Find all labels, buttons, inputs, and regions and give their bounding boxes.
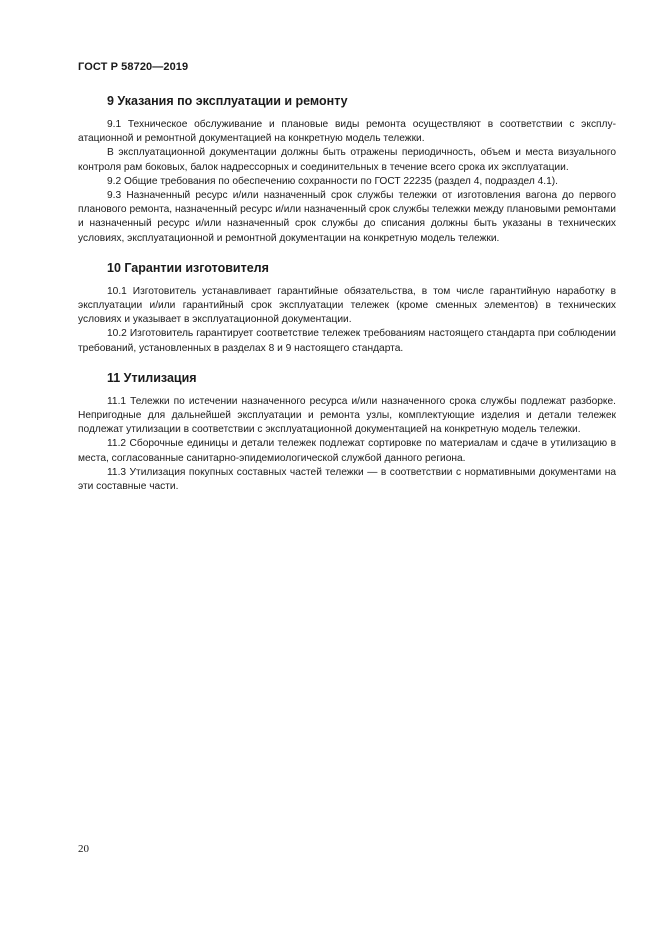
paragraph: 11.3 Утилизация покупных составных частей тележки — в соответствии с нормативными документами на эти составные части. — [78, 466, 616, 493]
paragraph: 11.1 Тележки по истечении назначенного ресурса и/или назначенного срока службы подлежат разборке. Непригодные для дальнейшей эксплуатации и ремонта узлы, комплектующие изделия и детали тележек подлежат утилизации в соответствии с эксплуатационной документацией на конкретную модель тележки. — [78, 395, 616, 436]
document-header: ГОСТ Р 58720—2019 — [78, 61, 189, 73]
page-number: 20 — [78, 843, 89, 855]
paragraph: 10.1 Изготовитель устанавливает гарантийные обязательства, в том числе гарантийную наработку в эксплуатации и/или гарантийный срок эксплуатации тележек (кроме сменных элементов) в технических условиях и указывает в эксплуатационной документации. — [78, 285, 616, 326]
section-heading: 10 Гарантии изготовителя — [107, 260, 269, 275]
section-heading: 9 Указания по эксплуатации и ремонту — [107, 94, 348, 108]
section-11 — [78, 369, 616, 494]
paragraph: В эксплуатационной документации должны быть отражены периодичность, объем и места визуального контроля рам боковых, балок надрессорных и соединительных в течение всего срока их эксплуатации. — [78, 147, 616, 173]
document-body — [78, 90, 616, 494]
paragraph: 9.2 Общие требования по обеспечению сохранности по ГОСТ 22235 (раздел 4, подраздел 4.1). — [107, 175, 559, 187]
paragraph: 11.2 Сборочные единицы и детали тележек подлежат сортировке по материалам и сдаче в утилизацию в места, согласованные санитарно-эпидемиологической службой данного региона. — [78, 438, 616, 464]
section-9 — [78, 92, 616, 246]
section-10 — [78, 259, 616, 356]
paragraph: 9.3 Назначенный ресурс и/или назначенный срок службы тележки от изготовления вагона до первого планового ремонта, назначенный ресурс и/или назначенный срок службы тележки между плановыми ремонтами и назначенный ресурс и/или назначенный срок службы до списания должны быть указаны в технических условиях, эксплуатационной и ремонтной документации на конкретную модель тележки. — [78, 190, 616, 244]
paragraph: 10.2 Изготовитель гарантирует соответствие тележек требованиям настоящего стандарта при соблюдении требований, установленных в разделах 8 и 9 настоящего стандарта. — [78, 328, 616, 354]
section-heading: 11 Утилизация — [107, 370, 197, 385]
paragraph: 9.1 Техническое обслуживание и плановые виды ремонта осуществляют в соответствии с эксплуатационной и ремонтной документацией на конкретную модель тележки. — [78, 119, 616, 145]
